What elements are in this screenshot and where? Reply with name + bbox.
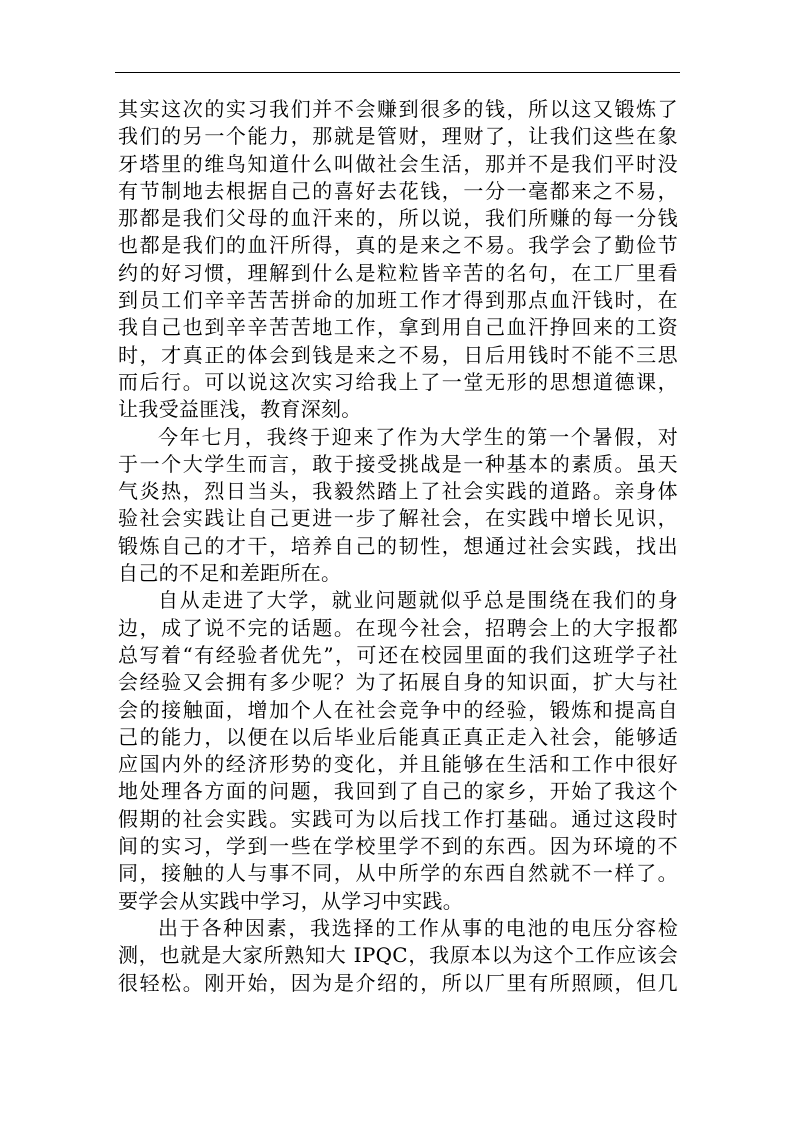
text-line: 边，成了说不完的话题。在现今社会，招聘会上的大字报都	[118, 615, 678, 640]
text-line: 我们的另一个能力，那就是管财，理财了，让我们这些在象	[118, 124, 678, 149]
text-line: 要学会从实践中学习，从学习中实践。	[118, 888, 464, 913]
text-line: 到员工们辛辛苦苦拼命的加班工作才得到那点血汗钱时，在	[118, 288, 678, 313]
text-line: 那都是我们父母的血汗来的，所以说，我们所赚的每一分钱	[118, 206, 678, 231]
text-line: 自己的不足和差距所在。	[118, 561, 342, 586]
text-line: 同，接触的人与事不同，从中所学的东西自然就不一样了。	[118, 861, 678, 886]
header-rule	[115, 72, 680, 73]
text-line: 验社会实践让自己更进一步了解社会，在实践中增长见识，	[118, 506, 678, 531]
text-line: 地处理各方面的问题，我回到了自己的家乡，开始了我这个	[118, 779, 678, 804]
text-line: 己的能力，以便在以后毕业后能真正真正走入社会，能够适	[118, 724, 678, 749]
text-line: 假期的社会实践。实践可为以后找工作打基础。通过这段时	[118, 806, 678, 831]
text-line: 而后行。可以说这次实习给我上了一堂无形的思想道德课，	[118, 369, 678, 394]
text-line: 间的实习，学到一些在学校里学不到的东西。因为环境的不	[118, 834, 678, 859]
text-line: 应国内外的经济形势的变化，并且能够在生活和工作中很好	[118, 752, 678, 777]
text-line: 牙塔里的维鸟知道什么叫做社会生活，那并不是我们平时没	[118, 151, 678, 176]
text-line: 有节制地去根据自己的喜好去花钱，一分一毫都来之不易，	[118, 178, 678, 203]
text-line: 其实这次的实习我们并不会赚到很多的钱，所以这又锻炼了	[118, 97, 678, 121]
text-line: 让我受益匪浅，教育深刻。	[118, 397, 362, 422]
text-line: 时，才真正的体会到钱是来之不易，日后用钱时不能不三思	[118, 342, 678, 367]
text-line: 今年七月，我终于迎来了作为大学生的第一个暑假，对	[158, 424, 678, 449]
text-line: 会经验又会拥有多少呢？为了拓展自身的知识面，扩大与社	[118, 670, 678, 695]
text-line: 总写着“有经验者优先”，可还在校园里面的我们这班学子社	[118, 642, 678, 667]
text-line: 测，也就是大家所熟知大 IPQC，我原本以为这个工作应该会	[118, 943, 678, 968]
text-line: 约的好习惯，理解到什么是粒粒皆辛苦的名句，在工厂里看	[118, 260, 678, 285]
text-line: 会的接触面，增加个人在社会竞争中的经验，锻炼和提高自	[118, 697, 678, 722]
text-line: 出于各种因素，我选择的工作从事的电池的电压分容检	[158, 915, 678, 940]
text-line: 很轻松。刚开始，因为是介绍的，所以厂里有所照顾，但几	[118, 970, 678, 995]
text-line: 也都是我们的血汗所得，真的是来之不易。我学会了勤俭节	[118, 233, 678, 258]
text-line: 于一个大学生而言，敢于接受挑战是一种基本的素质。虽天	[118, 451, 678, 476]
text-line: 我自己也到辛辛苦苦地工作，拿到用自己血汗挣回来的工资	[118, 315, 678, 340]
document-body	[118, 96, 678, 997]
text-line: 锻炼自己的才干，培养自己的韧性，想通过社会实践，找出	[118, 533, 678, 558]
text-line: 气炎热，烈日当头，我毅然踏上了社会实践的道路。亲身体	[118, 479, 678, 504]
text-line: 自从走进了大学，就业问题就似乎总是围绕在我们的身	[158, 588, 678, 613]
